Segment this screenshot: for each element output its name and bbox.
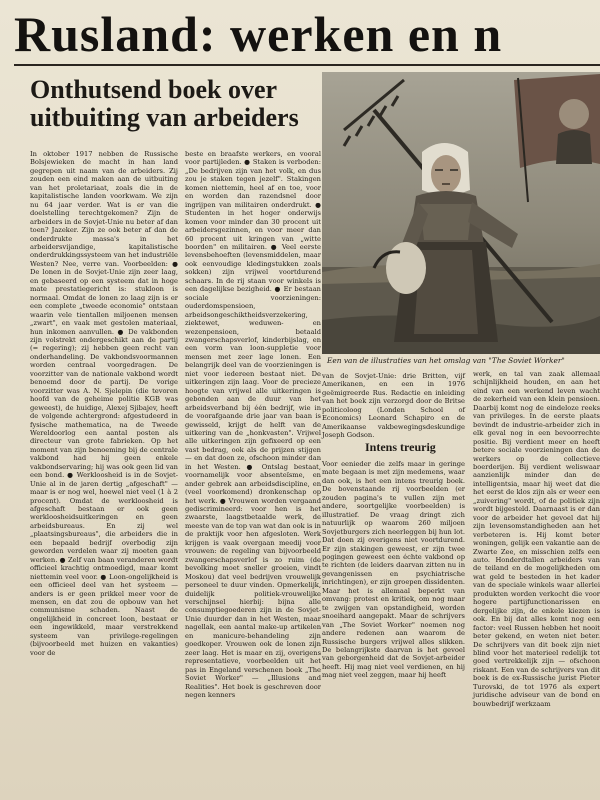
article-column-1: In oktober 1917 nebben de Russische Bolsjewieken de macht in han land gegrepen uit naam van de arbeiders. Zij zouden een eind maken aan de uitbuiting van het proletariaat, zoals die in de kapitalistische landen voorkwam. We zijn nu 64 jaar verder. Wat is er van die doelstelling terechtgekomen? Zijn de arbeiders in de Sovjet-Unie nu beter af dan toen? Jazeker. Zijn ze ook beter af dan de onderdrukte massa's in het arbeidersvijandige, kapitalistische onderdrukkingssysteem van het industriële Westen? Nee, verre van. Voorbeelden: ● De lonen in de Sovjet-Unie zijn zeer laag, en gebaseerd op een systeem dat in hoge mate prestatiegericht is: stukloon is normaal. Omdat de lonen zo laag zijn is er een complete „tweede economie" ontstaan waarin vele tientallen miljoenen mensen „zwart", en vaak met gestolen materiaal, hun inkomen aanvullen. ● De vakbonden zijn volstrekt ondergeschikt aan de partij (= regering); zij hebben geen recht van onderhandeling. De vakbondsvoormannen worden centraal voorgedragen. De voorzitter van de nationale vakbond wordt benoemd door de partij. De vorige voorzitter was A. N. Sjelepin (die tevoren hoofd van de geheime politie KGB was geweest), de huidige, Alexej Sjibajev, heeft de volgende achtergrond: afgestudeerd in fysische mathematica, na de Tweede Wereldoorlog een aantal posten als directeur van grote fabrieken. Op het moment van zijn benoeming bij de centrale vakbond had hij geen enkele vakbondservaring; hij was ook geen lid van een bond. ● Werkloosheid is in de Sovjet-Unie al in de jaren dertig „afgeschaft" — maar is er nog wel, hoewel niet veel (1 à 2 procent). Omdat de werkloosheid is afgeschaft bestaan er ook geen werkloosheidsuitkeringen en geen arbeidsbureaus. En zij wel „plaatsingsbureaus", die arbeiders die in een bepaald bedrijf overbodig zijn geworden verdelen waar zij moeten gaan werken. ● Zelf van baan veranderen wordt officieel krachtig ontmoedigd, maar komt niettemin veel voor. ● Loon-ongelijkheid is een officieel deel van het systeem — anders is er geen prikkel meer voor de mensen, en dat zou de opbouw van het communisme schaden. Naast de ongelijkheid in concreet loon, bestaat er een ingewikkeld, maar verstrekkend systeem van privilege-regelingen (bijvoorbeeld met huizen en vakanties) voor de <box>30 150 178 657</box>
article-column-4: werk, en tal van zaak allemaal schijnlijkheid houden, en aan het eind van een werkend leven wacht de zekerheid van een klein pensioen. Daarbij komt nog de eindeloze reeks van privileges. In de eerste plaats bevindt de industrie-arbeider zich in elk geval nog in een bevoorrechte positie. Bij verdient meer en heeft betere sociale voorzieningen dan de werkers op de collectieve boerderijen. Bij verdient weliswaar aanzienlijk minder dan de intelligentsia, maar hij weet dat die het eerst de klos zijn als er weer een „zuivering" wordt, of de politiek zijn wordt bijgesteld. Daarnaast is er dan voor de arbeider het gevoel dat hij zijn levensomstandigheden aan het verbeteren is. Hij komt beter woningen, gelijk een vakantie aan de Zwarte Zee, en misschien zelfs een auto. Honderdtallen arbeiders van de teiland en de mogelijkheden om wat geld te besteden in het kader van de speciale winkels waar allerlei produkten worden verkocht die voor hogere partijfunctionarissen en dergelijke zijn, de enkele kiezen is ook. En bij dat alles komt nog een factor: veel Russen hebben het nooit beter gekend, en weten niet beter. De schrijvers van dit boek zijn niet blind voor het materieel redelijk tot goed vertrekkelijk zijn — ofschoon riskant. Een van de schrijvers van dit boek is de ex-Russische jurist Pieter Turovski, de tot 1976 als expert juridische adviseur van de bond en bouwbedrijf werkzaam <box>473 370 600 708</box>
article-column-3a: van de Sovjet-Unie: drie Britten, vijf Amerikanen, en een in 1976 geëmigreerde Rus. Redactie en inleiding van het boek zijn verzorgd door de Britse politicoloog (Londen School of Economics) Leonard Schapiro en de Amerikaanse vakbewegingsdeskundige Joseph Godson. <box>322 372 465 440</box>
headline: Rusland: werken en n <box>14 6 503 62</box>
illustration-drawing <box>322 72 600 354</box>
headline-rule <box>14 64 600 66</box>
worker-illustration <box>322 72 600 354</box>
photo-caption: Een van de illustraties van het omslag van "The Soviet Worker" <box>327 356 565 365</box>
article-column-3b: Voor eenieder die zelfs maar in geringe mate begaan is met zijn medemens, waar dan ook, is het een intens treurig boek. De bovenstaande rij voorbeelden (er zouden pagina's te vullen zijn met andere, soortgelijke voorbeelden) is illustratief. De vraag dringt zich natuurlijk op waarom 260 miljoen Sovjetburgers zich neerleggen bij hun lot. Dat doen zij overigens niet voortdurend. Er zijn stakingen geweest, er zijn twee pogingen geweest een échte vakbond op te richten (de leiders daarvan zitten nu in gevangenissen en psychiatrische inrichtingen), er zijn groepen dissidenten. Maar het is allemaal beperkt van omvang: protest en kritiek, om nog maar te zwijgen van opstandigheid, worden snoeihard aangepakt. Maar de schrijvers van „The Soviet Worker" noemen nog andere redenen aan waarom de Russische burgers vrijwel alles slikken. De belangrijkste daarvan is het gevoel van geborgenheid dat de Sovjet-arbeider heeft. Hij mag niet veel verdienen, en hij mag niet veel zeggen, maar hij heeft <box>322 460 466 680</box>
article-column-2: beste en braafste werkers, en vooral voor partijleden. ● Staken is verboden: „De bedrijven zijn van het volk, en dus zou je staken tegen jezelf". Stakingen komen niettemin, heel af en toe, voor en worden dan razendsnel door ingrijpen van militairen onderdrukt. ● Studenten in het hoger onderwijs komen voor minder dan 30 procent uit arbeidersgezinnen, en voor meer dan 60 procent uit kringen van „witte boorden" en militairen. ● Veel eerste levensbehoeften (levensmiddelen, maar ook eenvoudige kledingstukken zoals sokken) zijn vrijwel voortdurend schaars. In de rij staan voor winkels is een dagelijkse bezigheid. ● Er bestaan sociale voorzieningen: ouderdomspensioen, arbeidsongeschiktheidsverzekering, ziektewet, weduwen- en wezenpensioen, betaald zwangerschapsverlof, kinderbijslag, en een vorm van loon-suppletie voor mensen met zeer lage lonen. Een belangrijk deel van de voorzieningen is niet voor iedereen bestaat niet. De uitkeringen zijn laag. Voor de precieze hoogte van vrijwel alle uitkeringen is gebonden aan de duur van het arbeidsverband bij één bedrijf, wie in de voorafgaande drie jaar van baan is gewisseld, krijgt de helft van de uitkering van de „honkvasten". Vrijwel alle uitkeringen zijn gefixeerd op een vast bedrag, ook als de prijzen stijgen — en dat doen ze, ofschoon minder dan in het Westen. ● Ontslag bestaat, voornamelijk voor absenteïsme, en ander gebrek aan arbeidsdiscipline, en (veel voorkomend) dronkenschap op het werk. ● Vrouwen worden vergaand gediscrimineerd: voor hen is het zwaarste, laagstbetaalde werk, de meeste van de top van wat dan ook is in de praktijk voor hen afgesloten. Werk krijgen is vaak overgaan meedij voor vrouwen: de regeling van bijvoorbeeld zwangerschapsverlof is zo ruim (de bevolking moet sneller groeien, vindt Moskou) dat veel bedrijven vrouwelijk personeel te duur vinden. Opmerkelijk, duidelijk politiek-vrouwelijke verschijnsel hierbij: bijna alle consumptiegoederen zijn in de Sovjet-Unie duurder dan in het Westen, maar nagellak, een aantal make-up artikelen en manicure-behandeling zijn goedkoper. Vrouwen ook de lonen zijn zeer laag. Het is maar en zij, overigens representatieve, voorbeelden uit het pas in Engeland verschenen boek „The Soviet Worker" — „Illusions and Realities". Het boek is geschreven door negen kenners <box>185 150 321 699</box>
subheadline: Onthutsend boek over uitbuiting van arbeiders <box>30 75 299 132</box>
section-title: Intens treurig <box>365 440 436 454</box>
